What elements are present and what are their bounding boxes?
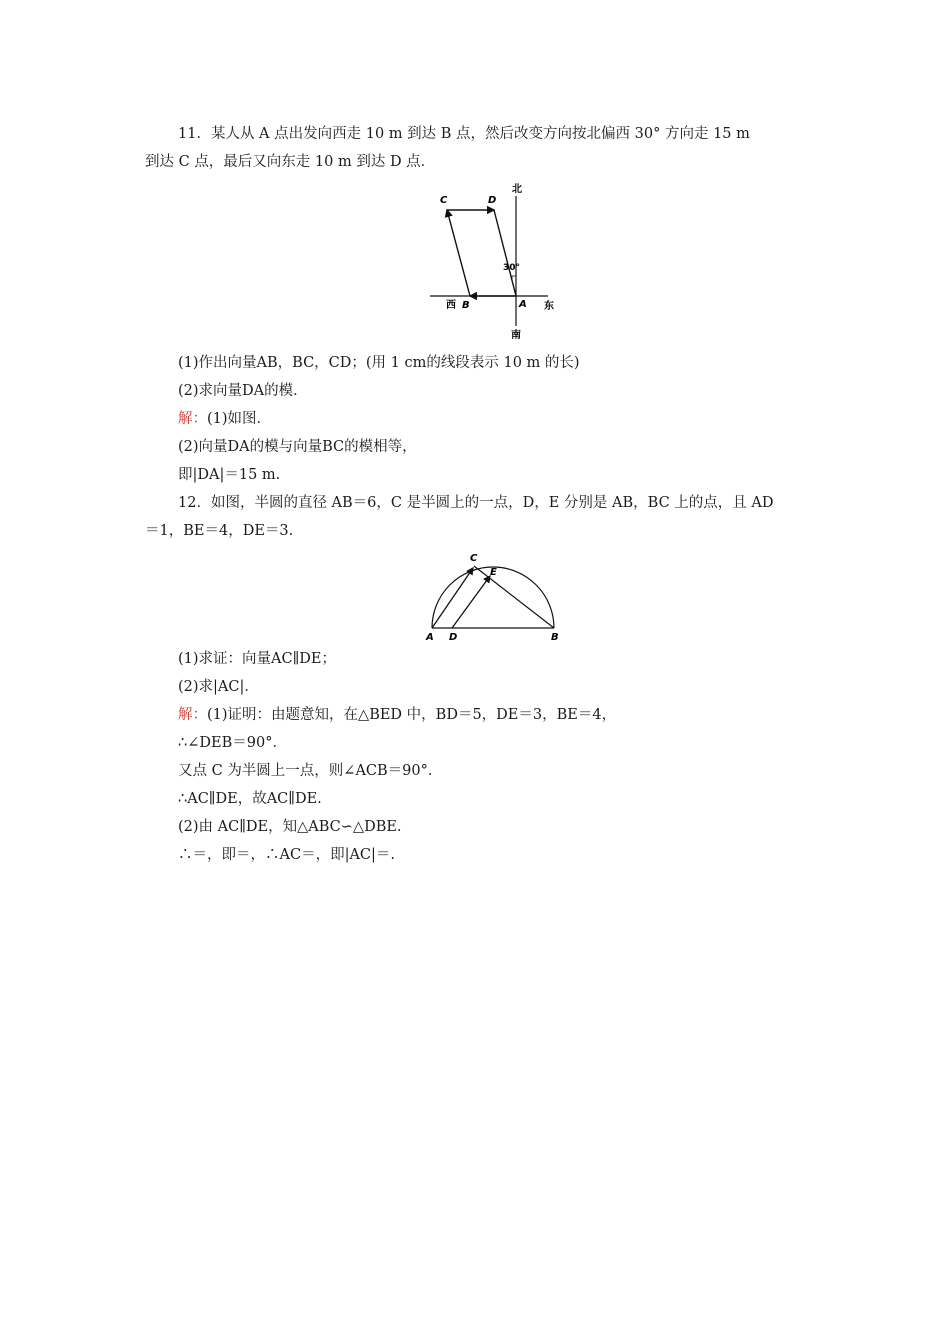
segment-da: [494, 210, 516, 296]
problem12-solution-line5: (2)由 AC∥DE，知△ABC∽△DBE.: [178, 819, 402, 835]
label-d: D: [449, 632, 458, 642]
problem11-direction-figure: [430, 178, 570, 343]
problem11-question-1: (1)作出向量AB，BC，CD；(用 1 cm的线段表示 10 m 的长): [178, 355, 580, 371]
label-south: 南: [511, 330, 521, 341]
label-north: 北: [512, 184, 522, 195]
vector-ac: [432, 568, 473, 628]
solution-label: 解：: [178, 707, 207, 723]
label-e: E: [490, 567, 497, 578]
label-a: A: [426, 632, 434, 642]
problem11-solution-line3: 即|DA|＝15 m.: [178, 467, 281, 483]
label-b: B: [551, 632, 559, 642]
problem11-solution-line2: (2)向量DA的模与向量BC的模相等，: [178, 439, 417, 455]
problem11-solution-line1: [178, 409, 271, 429]
problem12-solution-line3: 又点 C 为半圆上一点，则∠ACB＝90°．: [178, 763, 443, 779]
label-b: B: [462, 300, 470, 311]
solution-label: 解：: [178, 411, 207, 427]
solution-text: (1)如图．: [207, 411, 272, 427]
vector-de: [452, 576, 490, 628]
problem12-solution-line6: ∴＝，即＝，∴AC＝，即|AC|＝.: [178, 847, 396, 863]
problem12-solution-line2: ∴∠DEB＝90°．: [178, 735, 287, 751]
solution-text: (1)证明：由题意知，在△BED 中，BD＝5，DE＝3，BE＝4，: [207, 707, 617, 723]
problem11-question-2: (2)求向量DA的模．: [178, 383, 308, 399]
problem12-solution-line4: ∴AC∥DE，故AC∥DE.: [178, 791, 322, 807]
label-c: C: [470, 553, 478, 564]
vector-bc: [447, 210, 470, 296]
problem12-statement-line1: 12．如图，半圆的直径 AB＝6，C 是半圆上的一点，D，E 分别是 AB，BC 上的点，且 AD: [178, 495, 774, 511]
label-west: 西: [446, 300, 456, 311]
problem12-semicircle-figure: [420, 546, 570, 642]
problem11-statement-line2: 到达 C 点，最后又向东走 10 m 到达 D 点．: [145, 154, 436, 170]
problem12-question-1: (1)求证：向量AC∥DE；: [178, 651, 337, 667]
label-east: 东: [544, 301, 554, 312]
problem12-statement-line2: ＝1，BE＝4，DE＝3.: [145, 523, 294, 539]
label-d: D: [488, 195, 497, 206]
label-a: A: [519, 299, 527, 310]
problem12-solution-line1: [178, 705, 616, 725]
problem11-statement-line1: 11．某人从 A 点出发向西走 10 m 到达 B 点，然后改变方向按北偏西 30° 方向走 15 m: [178, 126, 750, 142]
segment-cb: [474, 566, 554, 628]
problem12-question-2: (2)求|AC|．: [178, 679, 259, 695]
label-c: C: [440, 195, 448, 206]
label-angle: 30°: [503, 263, 521, 273]
